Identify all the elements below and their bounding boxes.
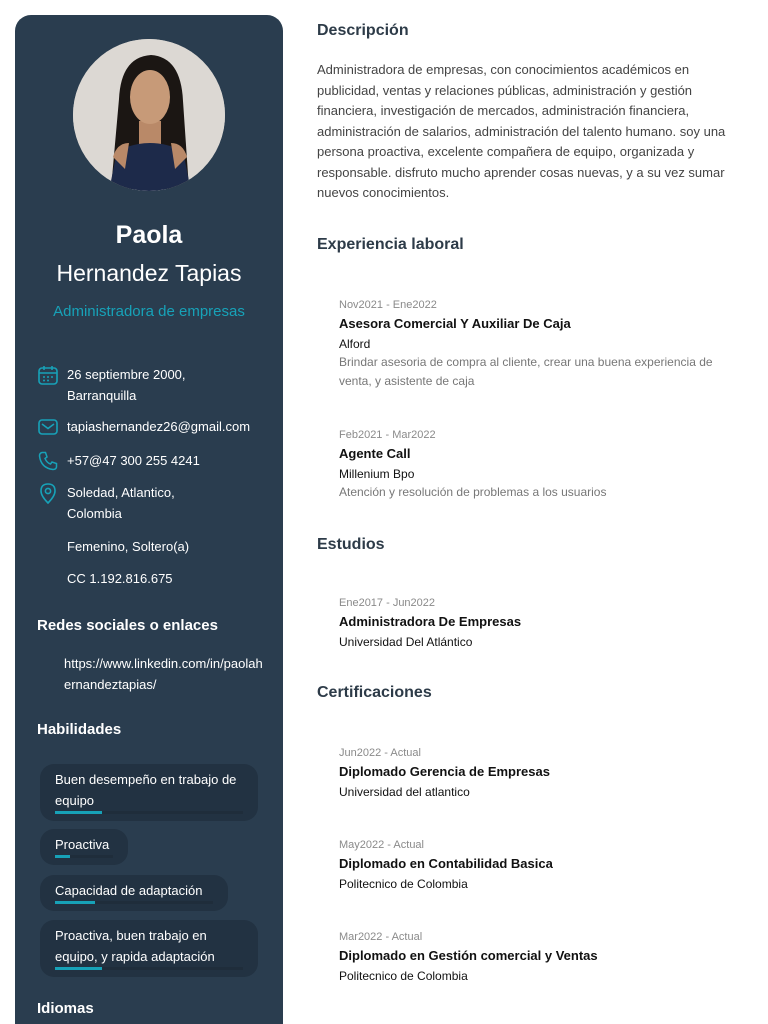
contact-location [37,482,277,524]
contact-email [37,416,277,438]
entry-text: Brindar asesoria de compra al cliente, crear una buena experiencia de venta, y asistente de caja [339,355,713,388]
skill-bar-fill [55,811,102,814]
entry-org: Universidad Del Atlántico [339,635,473,649]
entry-title: Diplomado en Contabilidad Basica [339,856,553,871]
entry-title: Asesora Comercial Y Auxiliar De Caja [339,316,571,331]
last-name: Hernandez Tapias [56,260,242,286]
skill-bar-fill [55,855,70,858]
skill-label: Buen desempeño en trabajo de equipo [55,772,237,808]
skill-bar-fill [55,901,95,904]
languages-heading: Idiomas [37,1000,94,1017]
entry-title: Diplomado en Gestión comercial y Ventas [339,948,598,963]
calendar-icon [37,364,59,386]
status-text: Femenino, Soltero(a) [67,539,190,554]
profile-photo [73,39,225,191]
sidebar [15,15,283,1024]
skill-item [40,764,258,821]
experience-entry [339,297,739,391]
location-pin-icon [37,482,59,504]
contact-phone [37,450,277,472]
entry-org: Politecnico de Colombia [339,969,468,983]
id-text: CC 1.192.816.675 [67,571,173,586]
mail-icon [37,416,59,438]
entry-date: Ene2017 - Jun2022 [339,597,436,609]
entry-title: Diplomado Gerencia de Empresas [339,764,550,779]
entry-title: Administradora De Empresas [339,614,522,629]
skill-label: Proactiva [55,837,110,852]
certification-entry [339,929,739,985]
certification-entry [339,745,739,801]
certifications-heading: Certificaciones [317,684,432,701]
skill-item [40,829,128,865]
skill-item [40,920,258,977]
skills-heading: Habilidades [37,721,122,738]
skill-item [40,875,228,911]
certification-entry [339,837,739,893]
contact-status [37,536,277,557]
entry-org: Politecnico de Colombia [339,877,468,891]
entry-org: Universidad del atlantico [339,785,470,799]
phone-text[interactable]: +57@47 300 255 4241 [67,453,200,468]
location-text: Soledad, Atlantico, Colombia [67,485,175,521]
email-text[interactable]: tapiashernandez26@gmail.com [67,419,251,434]
entry-date: Mar2022 - Actual [339,931,423,943]
entry-date: Nov2021 - Ene2022 [339,299,437,311]
experience-entry [339,427,739,502]
entry-title: Agente Call [339,446,411,461]
description-text: Administradora de empresas, con conocimientos académicos en publicidad, ventas y relaciones públicas, administración y gestión financiera, investigación de mercados, administración financiera, administración de salarios, administración del talento humano. soy una persona proactiva, excelente compañera de equipo, organizada y responsable. disfruto mucho aprender cosas nuevas, y a su vez sumar nuevos conocimientos. [317,62,726,200]
entry-org: Millenium Bpo [339,467,415,481]
entry-org: Alford [339,337,371,351]
entry-text: Atención y resolución de problemas a los usuarios [339,485,607,499]
skill-bar-fill [55,967,102,970]
job-title: Administradora de empresas [53,303,245,320]
birth-text: 26 septiembre 2000, Barranquilla [67,367,186,403]
linkedin-link[interactable]: https://www.linkedin.com/in/paolahernandeztapias/ [64,656,263,692]
contact-birth [37,364,277,406]
contact-id [37,568,277,589]
skill-label: Capacidad de adaptación [55,883,203,898]
entry-date: Jun2022 - Actual [339,747,421,759]
experience-heading: Experiencia laboral [317,236,464,253]
education-entry [339,595,739,651]
avatar [73,39,225,191]
phone-icon [37,450,59,472]
first-name: Paola [115,221,183,249]
entry-date: May2022 - Actual [339,839,424,851]
description-heading: Descripción [317,22,409,39]
education-heading: Estudios [317,536,385,553]
entry-date: Feb2021 - Mar2022 [339,429,436,441]
links-heading: Redes sociales o enlaces [37,617,218,634]
skill-label: Proactiva, buen trabajo en equipo, y rapida adaptación [55,928,215,964]
